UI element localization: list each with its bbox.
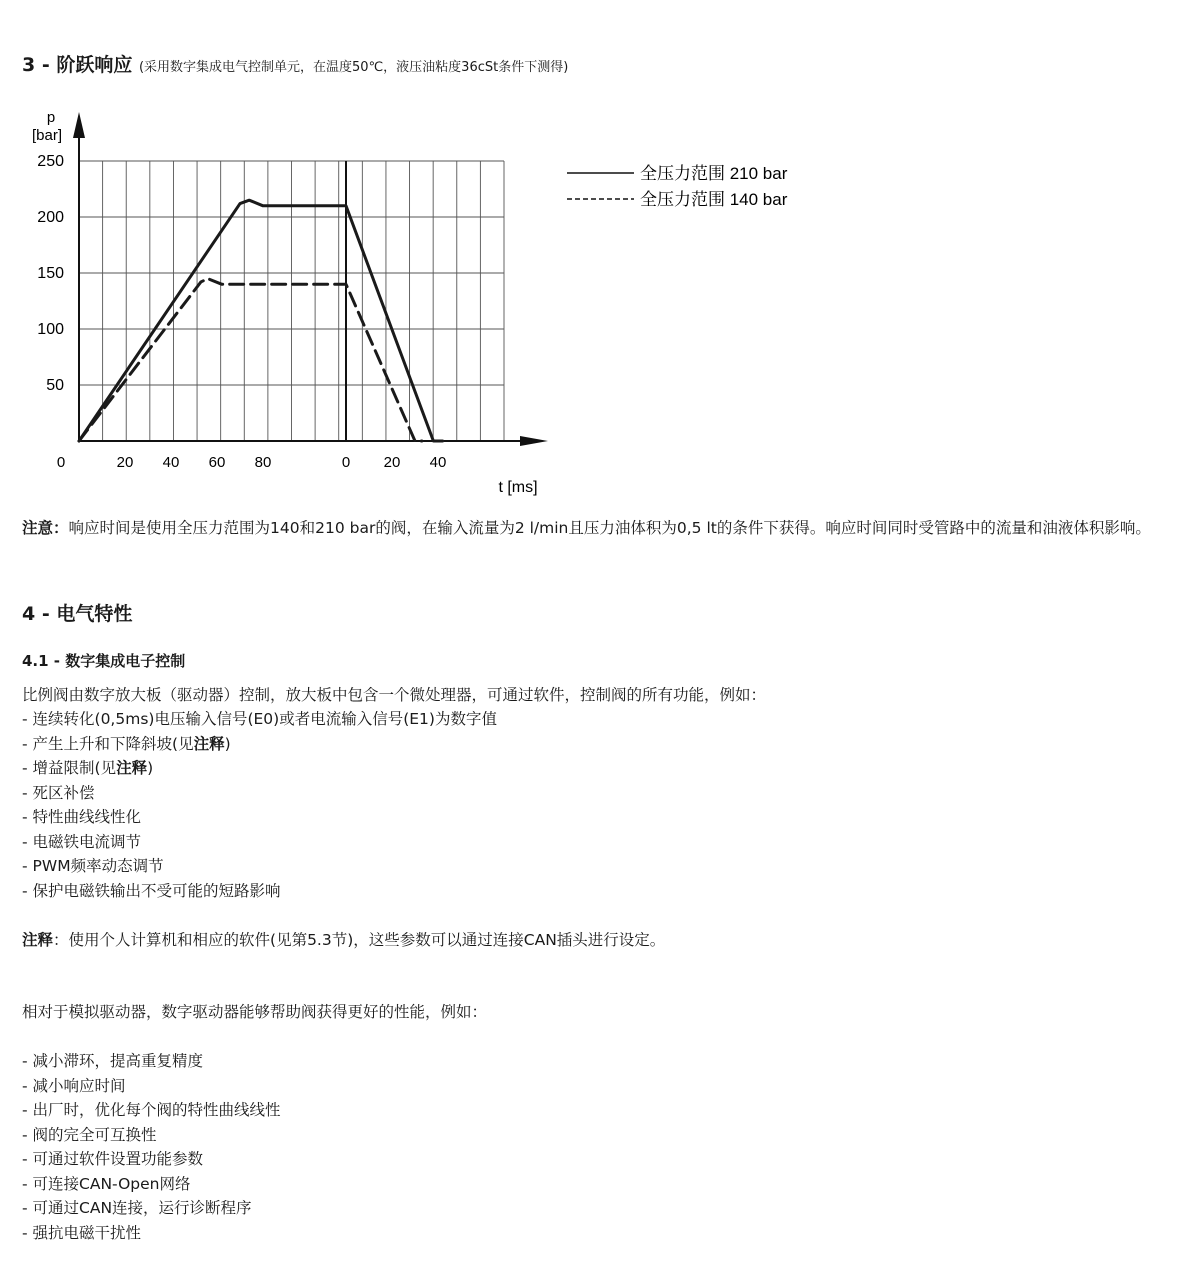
list-item: - 强抗电磁干扰性	[22, 1223, 142, 1242]
x-tick-label: 20	[116, 454, 134, 471]
y-axis-arrow-icon	[73, 112, 85, 138]
list-item-emphasis: 注释	[116, 759, 148, 777]
section-3-subtitle: (采用数字集成电气控制单元，在温度50℃，液压油粘度36cSt条件下测得)	[138, 60, 569, 75]
chart-ticks	[32, 109, 538, 496]
list-item: - 电磁铁电流调节	[22, 832, 142, 851]
x-tick-label: 60	[208, 454, 226, 471]
x-tick-label: 40	[429, 454, 447, 471]
x-axis-arrow-icon	[520, 436, 548, 446]
x-tick-label: 80	[254, 454, 272, 471]
list-item: - 增益限制(见注释)	[22, 759, 154, 777]
x-axis-label: t [ms]	[498, 479, 538, 496]
chart-legend	[567, 164, 788, 209]
series-line-210-bar	[79, 200, 443, 441]
y-axis-unit: [bar]	[31, 127, 63, 144]
list-item: - 死区补偿	[22, 783, 95, 802]
section-3-heading: 3 - 阶跃响应	[22, 54, 133, 76]
list-item: - 产生上升和下降斜坡(见注释)	[22, 734, 231, 753]
y-axis-label: p	[46, 109, 56, 126]
list-item-emphasis: 注释	[193, 734, 225, 753]
section-4-title: 4 - 电气特性	[22, 603, 133, 625]
y-tick-label: 150	[37, 265, 64, 282]
response-time-note	[22, 516, 1172, 540]
feature-list	[22, 707, 497, 903]
y-tick-label: 250	[37, 153, 64, 170]
list-item: - 出厂时，优化每个阀的特性曲线线性	[22, 1101, 281, 1119]
note-label: 注意：	[22, 519, 69, 537]
list-item: - 连续转化(0,5ms)电压输入信号(E0)或者电流输入信号(E1)为数字值	[22, 710, 497, 728]
list-item: - 可通过软件设置功能参数	[22, 1150, 204, 1168]
x-tick-label: 0	[56, 454, 66, 471]
series-line-140-bar	[79, 279, 422, 441]
chart-grid	[79, 161, 504, 441]
x-tick-label: 0	[341, 454, 351, 471]
list-item: - 可连接CAN-Open网络	[22, 1174, 191, 1193]
digital-advantages-intro: 相对于模拟驱动器，数字驱动器能够帮助阀获得更好的性能，例如：	[22, 1003, 488, 1021]
legend-label: 全压力范围 210 bar	[640, 164, 788, 183]
note-text: 响应时间是使用全压力范围为140和210 bar的阀，在输入流量为2 l/min且压力油体积为0,5 lt的条件下获得。响应时间同时受管路中的流量和油液体积影响。	[68, 519, 1151, 537]
chart-series	[79, 200, 443, 441]
step-response-chart	[0, 100, 860, 500]
x-tick-label: 20	[383, 454, 401, 471]
settings-note-text: ：使用个人计算机和相应的软件(见第5.3节)，这些参数可以通过连接CAN插头进行设定。	[53, 931, 666, 949]
section-4-1-intro: 比例阀由数字放大板（驱动器）控制，放大板中包含一个微处理器，可通过软件，控制阀的所有功能，例如：	[22, 686, 767, 704]
section-3-title	[22, 50, 568, 77]
section-4-1-title: 4.1 - 数字集成电子控制	[22, 652, 186, 670]
advantages-list	[22, 1049, 281, 1245]
list-item: - 特性曲线线性化	[22, 808, 142, 826]
list-item: - 减小响应时间	[22, 1076, 126, 1095]
y-tick-label: 50	[46, 377, 64, 394]
y-tick-label: 100	[37, 321, 64, 338]
x-tick-label: 40	[162, 454, 180, 471]
list-item: - 保护电磁铁输出不受可能的短路影响	[22, 881, 281, 900]
legend-label: 全压力范围 140 bar	[640, 190, 788, 209]
y-tick-label: 200	[37, 209, 64, 226]
list-item: - 可通过CAN连接，运行诊断程序	[22, 1199, 252, 1217]
settings-note	[22, 928, 1172, 952]
list-item: - 阀的完全可互换性	[22, 1125, 157, 1144]
list-item: - PWM频率动态调节	[22, 857, 164, 875]
settings-note-label: 注释	[22, 931, 54, 949]
chart-axes	[73, 112, 548, 446]
list-item: - 减小滞环，提高重复精度	[22, 1052, 204, 1070]
